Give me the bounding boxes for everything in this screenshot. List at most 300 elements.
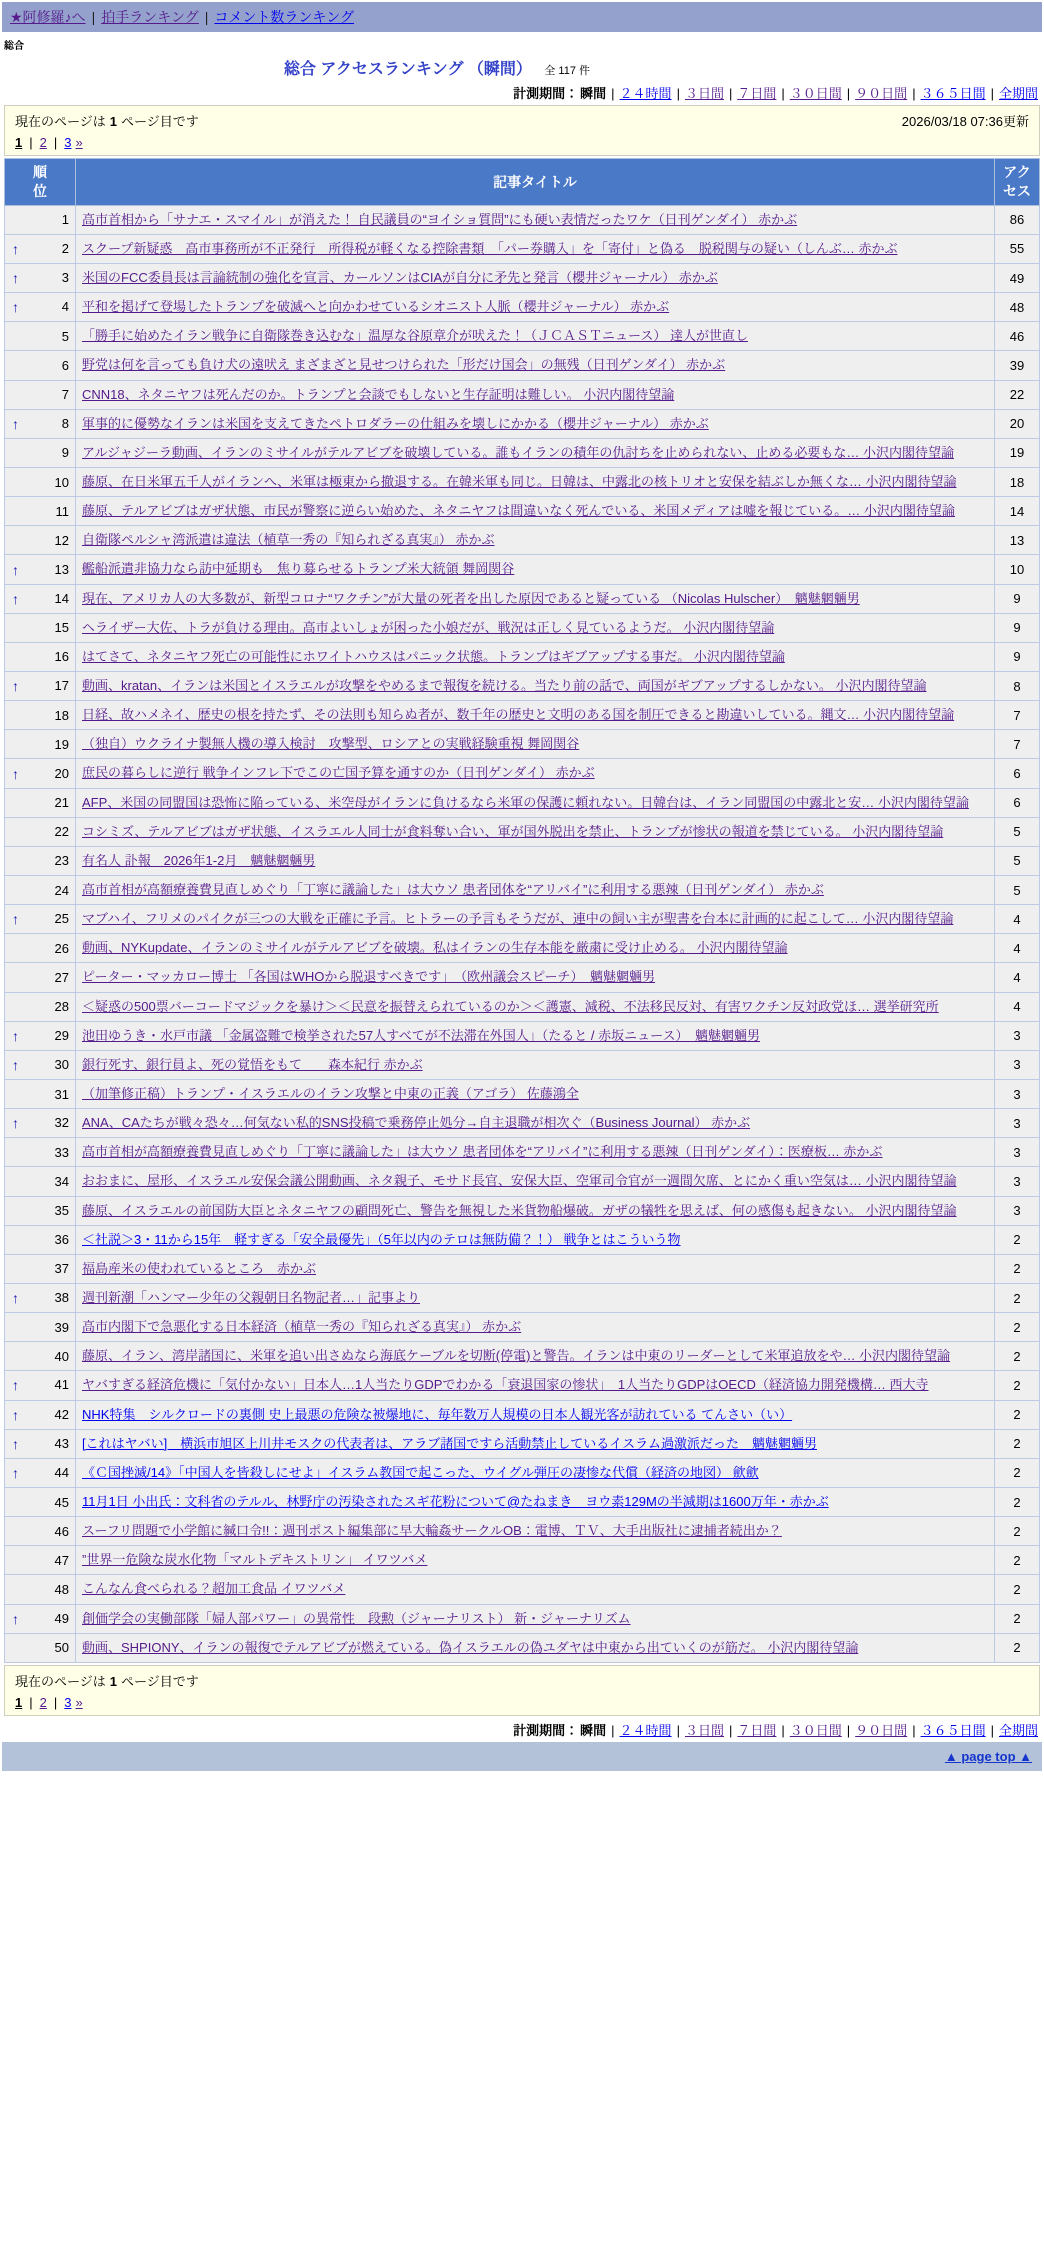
- access-count: 2: [995, 1313, 1040, 1342]
- rank-cell: [5, 584, 76, 613]
- table-row: [5, 1342, 1040, 1371]
- article-link[interactable]: AFP、米国の同盟国は恐怖に陥っている、米空母がイランに負けるなら米軍の保護に頼れない。日韓台は、イラン同盟国の中露北と安… 小沢内閣待望論: [82, 794, 969, 810]
- access-count: 4: [995, 905, 1040, 934]
- article-link[interactable]: マブハイ、フリメのパイクが三つの大戦を正確に予言。ヒトラーの予言もそうだが、連中の飼い主が聖書を台本に計画的に起こして… 小沢内閣待望論: [82, 911, 954, 927]
- rank-number: 6: [61, 358, 69, 374]
- article-link[interactable]: 11月1日 小出氏：文科省のテルル、林野庁の汚染されたスギ花粉について@たねまき ヨウ素129Mの半減期は1600万年・赤かぶ: [82, 1493, 829, 1509]
- access-count: 18: [995, 468, 1040, 497]
- period-current: 瞬間: [580, 86, 607, 101]
- access-column-header: アクセス: [995, 159, 1040, 206]
- rank-column-header: 順位: [5, 159, 76, 206]
- title-block: [0, 56, 1044, 79]
- rank-cell: [5, 293, 76, 322]
- table-row: [5, 1021, 1040, 1050]
- article-link[interactable]: 軍事的に優勢なイランは米国を支えてきたペトロダラーの仕組みを壊しにかかる（櫻井ジャーナル） 赤かぶ: [82, 415, 709, 431]
- article-link[interactable]: ヘライザー大佐、トラが負ける理由。高市よいしょが困った小娘だが、戦況は正しく見ているようだ。 小沢内閣待望論: [82, 619, 775, 635]
- rank-cell: [5, 497, 76, 526]
- rank-up-icon: ↑: [12, 1027, 19, 1044]
- access-count: 49: [995, 264, 1040, 293]
- rank-number: 28: [54, 999, 69, 1015]
- rank-number: 19: [54, 736, 69, 752]
- table-row: [5, 730, 1040, 759]
- page-current: 1: [15, 1694, 23, 1710]
- rank-number: 17: [54, 678, 69, 694]
- table-row: [5, 992, 1040, 1021]
- rank-up-icon: ↑: [12, 765, 19, 782]
- period-link[interactable]: ７日間: [737, 86, 777, 101]
- rank-number: 32: [54, 1115, 69, 1131]
- topbar-link[interactable]: コメント数ランキング: [214, 9, 355, 25]
- rank-number: 3: [61, 270, 69, 286]
- article-link[interactable]: 自衛隊ペルシャ湾派遣は違法（植草一秀の『知られざる真実』） 赤かぶ: [82, 532, 495, 548]
- rank-cell: [5, 380, 76, 409]
- rank-cell: [5, 905, 76, 934]
- article-link[interactable]: ヤバすぎる経済危機に「気付かない」日本人…1人当たりGDPでわかる「衰退国家の惨状」 1人当たりGDPはOECD（経済協力開発機構… 西大寺: [82, 1377, 929, 1393]
- rank-cell: [5, 1487, 76, 1516]
- rank-number: 30: [54, 1056, 69, 1072]
- access-count: 2: [995, 1400, 1040, 1429]
- rank-cell: [5, 1109, 76, 1138]
- table-row: [5, 934, 1040, 963]
- rank-number: 50: [54, 1640, 69, 1656]
- rank-up-icon: ↑: [12, 1377, 19, 1394]
- rank-number: 38: [54, 1290, 69, 1306]
- rank-cell: [5, 672, 76, 701]
- period-link[interactable]: ３６５日間: [920, 1722, 986, 1738]
- rank-number: 15: [54, 620, 69, 636]
- rank-cell: [5, 817, 76, 846]
- rank-number: 46: [54, 1523, 69, 1539]
- rank-number: 5: [61, 328, 69, 344]
- rank-cell: [5, 1196, 76, 1225]
- access-count: 8: [995, 672, 1040, 701]
- access-count: 3: [995, 1109, 1040, 1138]
- rank-up-icon: ↑: [12, 240, 19, 257]
- period-link[interactable]: ９０日間: [855, 86, 908, 101]
- rank-number: 2: [61, 240, 69, 256]
- rank-cell: [5, 264, 76, 293]
- table-row: [5, 1138, 1040, 1167]
- rank-number: 16: [54, 649, 69, 665]
- article-link[interactable]: 動画、SHPIONY、イランの報復でテルアビブが燃えている。偽イスラエルの偽ユダヤは中東から出ていくのが筋だ。 小沢内閣待望論: [82, 1639, 859, 1655]
- period-selector-bottom: 計測期間： 瞬間 | ２４時間 | ３日間 | ７日間 | ３０日間 | ９０日間 | ３６５日間 | 全期間: [513, 1722, 1038, 1738]
- rank-cell: [5, 1313, 76, 1342]
- rank-cell: [5, 322, 76, 351]
- article-link[interactable]: （独自）ウクライナ製無人機の導入検討 攻撃型、ロシアとの実戦経験重視 舞岡関谷: [82, 736, 580, 752]
- rank-cell: [5, 1633, 76, 1662]
- access-count: 5: [995, 876, 1040, 905]
- page-next-link[interactable]: »: [75, 135, 83, 150]
- article-link[interactable]: おおまに、屋形、イスラエル安保会議公開動画、ネタ親子、モサド長官、安保大臣、空軍司令官が一週間欠席、とにかく重い空気は… 小沢内閣待望論: [82, 1173, 957, 1189]
- rank-cell: [5, 409, 76, 438]
- period-link[interactable]: ７日間: [737, 1722, 777, 1738]
- rank-up-icon: ↑: [12, 1406, 19, 1423]
- rank-number: 40: [54, 1348, 69, 1364]
- table-row: [5, 1604, 1040, 1633]
- rank-up-icon: ↑: [12, 911, 19, 928]
- rank-cell: [5, 1080, 76, 1109]
- access-count: 6: [995, 759, 1040, 788]
- table-row: [5, 1313, 1040, 1342]
- table-row: [5, 1167, 1040, 1196]
- article-link[interactable]: 福島産米の使われているところ 赤かぶ: [82, 1260, 317, 1276]
- rank-number: 49: [54, 1610, 69, 1626]
- updated-timestamp: 2026/03/18 07:36更新: [901, 114, 1029, 129]
- access-count: 4: [995, 934, 1040, 963]
- table-row: [5, 1080, 1040, 1109]
- rank-number: 45: [54, 1494, 69, 1510]
- period-link[interactable]: ２４時間: [619, 1722, 672, 1738]
- access-count: 2: [995, 1487, 1040, 1516]
- article-link[interactable]: 銀行死す、銀行員よ、死の覚悟をもて 森本紀行 赤かぶ: [82, 1056, 423, 1072]
- access-count: 3: [995, 1021, 1040, 1050]
- access-count: 55: [995, 234, 1040, 263]
- article-link[interactable]: 藤原、テルアビブはガザ状態、市民が警察に逆らい始めた、ネタニヤフは間違いなく死んでいる、米国メディアは嘘を報じている。… 小沢内閣待望論: [82, 503, 955, 519]
- rank-number: 34: [54, 1173, 69, 1189]
- rank-number: 22: [54, 824, 69, 840]
- rank-up-icon: ↑: [12, 1056, 19, 1073]
- rank-cell: [5, 730, 76, 759]
- article-link[interactable]: 「勝手に始めたイラン戦争に自衛隊巻き込むな」温厚な谷原章介が吠えた！（ＪＣＡＳＴニュース） 達人が世直し: [82, 328, 748, 344]
- table-row: [5, 438, 1040, 467]
- period-link[interactable]: 全期間: [998, 86, 1038, 101]
- rank-cell: [5, 613, 76, 642]
- access-count: 5: [995, 846, 1040, 875]
- table-row: [5, 351, 1040, 380]
- rank-cell: [5, 555, 76, 584]
- period-link[interactable]: 全期間: [998, 1722, 1038, 1738]
- access-count: 20: [995, 409, 1040, 438]
- rank-up-icon: ↑: [12, 1435, 19, 1452]
- article-link[interactable]: 動画、kratan、イランは米国とイスラエルが攻撃をやめるまで報復を続ける。当たり前の話で、両国がギブアップするしかない。 小沢内閣待望論: [82, 678, 927, 694]
- table-row: [5, 1371, 1040, 1400]
- article-link[interactable]: 庶民の暮らしに逆行 戦争インフレ下でこの亡国予算を通すのか（日刊ゲンダイ） 赤かぶ: [82, 765, 595, 781]
- rank-number: 26: [54, 940, 69, 956]
- rank-number: 20: [54, 765, 69, 781]
- article-link[interactable]: 藤原、在日米軍五千人がイランへ、米軍は極東から撤退する。在韓米軍も同じ。日韓は、中露北の核トリオと安保を結ぶしか無くな… 小沢内閣待望論: [82, 474, 957, 490]
- table-row: [5, 526, 1040, 555]
- rank-cell: [5, 1458, 76, 1487]
- table-row: [5, 759, 1040, 788]
- table-row: [5, 264, 1040, 293]
- article-link[interactable]: 野党は何を言っても負け犬の遠吠え まざまざと見せつけられた「形だけ国会」の無残（日刊ゲンダイ） 赤かぶ: [82, 357, 726, 373]
- rank-number: 31: [54, 1086, 69, 1102]
- rank-number: 25: [54, 911, 69, 927]
- article-link[interactable]: ＜社説＞3・11から15年 軽すぎる「安全最優先」（5年以内のテロは無防備？！） 戦争とはこういう物: [82, 1231, 681, 1247]
- rank-number: 21: [54, 795, 69, 811]
- period-link[interactable]: ３６５日間: [920, 86, 986, 101]
- rank-up-icon: ↑: [12, 299, 19, 316]
- access-count: 7: [995, 701, 1040, 730]
- rank-number: 47: [54, 1552, 69, 1568]
- table-row: [5, 409, 1040, 438]
- article-link[interactable]: [これはヤバい] 横浜市旭区上川井モスクの代表者は、アラブ諸国ですら活動禁止しているイスラム過激派だった 魑魅魍魎男: [82, 1435, 817, 1451]
- rank-up-icon: ↑: [12, 678, 19, 695]
- table-row: [5, 817, 1040, 846]
- article-link[interactable]: アルジャジーラ動画、イランのミサイルがテルアビブを破壊している。誰もイランの積年の仇討ちを止められない、止める必要もな… 小沢内閣待望論: [82, 444, 954, 460]
- category-label: 総合: [4, 41, 24, 52]
- table-row: [5, 963, 1040, 992]
- bottom-bar: [2, 1742, 1042, 1771]
- article-link[interactable]: （加筆修正稿）トランプ・イスラエルのイラン攻撃と中東の正義（アゴラ） 佐藤鴻全: [82, 1086, 579, 1101]
- table-row: [5, 1546, 1040, 1575]
- page-next-link[interactable]: »: [75, 1694, 83, 1710]
- article-link[interactable]: CNN18、ネタニヤフは死んだのか。トランプと会談でもしないと生存証明は難しい。 小沢内閣待望論: [82, 386, 675, 402]
- table-row: [5, 1196, 1040, 1225]
- rank-number: 4: [61, 299, 69, 315]
- rank-number: 9: [61, 445, 69, 461]
- rank-cell: [5, 526, 76, 555]
- article-link[interactable]: 平和を掲げて登場したトランプを破滅へと向かわせているシオニスト人脈（櫻井ジャーナル） 赤かぶ: [82, 299, 670, 315]
- rank-up-icon: ↑: [12, 415, 19, 432]
- article-link[interactable]: 高市内閣下で急悪化する日本経済（植草一秀の『知られざる真実』） 赤かぶ: [82, 1319, 522, 1335]
- article-link[interactable]: スクープ新疑惑 高市事務所が不正発行 所得税が軽くなる控除書類 「パー券購入」を「寄付」と偽る 脱税関与の疑い（しんぶ… 赤かぶ: [82, 240, 898, 256]
- access-count: 9: [995, 584, 1040, 613]
- table-header-row: [5, 159, 1040, 206]
- table-row: [5, 1458, 1040, 1487]
- table-row: [5, 613, 1040, 642]
- article-link[interactable]: こんなん食べられる？超加工食品 イワツバメ: [82, 1581, 346, 1597]
- page-link[interactable]: 3: [64, 135, 72, 150]
- rank-number: 7: [61, 387, 69, 403]
- access-count: 3: [995, 1080, 1040, 1109]
- access-count: 9: [995, 642, 1040, 671]
- rank-number: 12: [54, 532, 69, 548]
- table-row: [5, 555, 1040, 584]
- article-link[interactable]: 高市首相が高額療養費見直しめぐり「丁寧に議論した」は大ウソ 患者団体を“アリバイ”に利用する悪辣（日刊ゲンダイ）：医療板… 赤かぶ: [82, 1144, 883, 1160]
- period-selector-top: 計測期間： 瞬間 | ２４時間 | ３日間 | ７日間 | ３０日間 | ９０日間 | ３６５日間 | 全期間: [513, 86, 1038, 101]
- article-link[interactable]: 高市首相から「サナエ・スマイル」が消えた！ 自民議員の“ヨイショ質問”にも硬い表情だったワケ（日刊ゲンダイ） 赤かぶ: [82, 211, 798, 227]
- topbar-link[interactable]: ★阿修羅♪へ: [10, 9, 86, 25]
- article-link[interactable]: スーフリ問題で小学館に緘口令!!：週刊ポスト編集部に早大輪姦サークルOB：電博、ＴＶ、大手出版社に逮捕者続出か？: [82, 1523, 782, 1539]
- article-link[interactable]: 《Ｃ国挫滅/14》「中国人を皆殺しにせよ」イスラム教国で起こった、ウイグル弾圧の凄惨な代償（経済の地図） 歛歛: [82, 1464, 759, 1480]
- table-row: [5, 1283, 1040, 1312]
- rank-cell: [5, 1604, 76, 1633]
- rank-cell: [5, 351, 76, 380]
- rank-cell: [5, 1517, 76, 1546]
- article-link[interactable]: NHK特集 シルクロードの裏側 史上最悪の危険な被爆地に、毎年数万人規模の日本人観光客が訪れている てんさい（い）: [82, 1406, 793, 1422]
- rank-cell: [5, 438, 76, 467]
- access-count: 86: [995, 205, 1040, 234]
- article-link[interactable]: 米国のFCC委員長は言論統制の強化を宣言、カールソンはCIAが自分に矛先と発言（櫻井ジャーナル） 赤かぶ: [82, 270, 718, 286]
- rank-number: 27: [54, 970, 69, 985]
- page-link[interactable]: 2: [39, 135, 47, 150]
- current-page-text: 現在のページは 1 ページ目です: [15, 114, 199, 129]
- rank-cell: [5, 1371, 76, 1400]
- rank-number: 41: [54, 1377, 69, 1393]
- top-nav-bar: ★阿修羅♪へ | 拍手ランキング | コメント数ランキング: [2, 2, 1042, 32]
- article-link[interactable]: 週刊新潮「ハンマー少年の父親朝日名物記者…」記事より: [82, 1289, 421, 1305]
- table-row: [5, 1633, 1040, 1662]
- ranking-table: [4, 158, 1040, 1663]
- access-count: 2: [995, 1283, 1040, 1312]
- access-count: 2: [995, 1458, 1040, 1487]
- rank-number: 8: [61, 415, 69, 431]
- rank-cell: [5, 1342, 76, 1371]
- rank-cell: [5, 642, 76, 671]
- rank-number: 23: [54, 853, 69, 869]
- access-count: 3: [995, 1050, 1040, 1079]
- access-count: 10: [995, 555, 1040, 584]
- access-count: 2: [995, 1633, 1040, 1662]
- period-link[interactable]: ９０日間: [855, 1722, 908, 1738]
- rank-cell: [5, 1050, 76, 1079]
- page-links-top: 1 | 2 | 3 »: [15, 135, 83, 150]
- article-link[interactable]: ”世界一危険な炭水化物「マルトデキストリン」 イワツバメ: [82, 1552, 428, 1568]
- rank-up-icon: ↑: [12, 1115, 19, 1132]
- article-link[interactable]: 藤原、イラン、湾岸諸国に、米軍を追い出さぬなら海底ケーブルを切断(停電)と警告。イランは中東のリーダーとして米軍追放をや… 小沢内閣待望論: [82, 1348, 951, 1364]
- access-count: 6: [995, 788, 1040, 817]
- table-row: [5, 1575, 1040, 1604]
- article-link[interactable]: ANA、CAたちが戦々恐々…何気ない私的SNS投稿で乗務停止処分→自主退職が相次ぐ（Business Journal） 赤かぶ: [82, 1115, 751, 1131]
- table-row: [5, 642, 1040, 671]
- access-count: 9: [995, 613, 1040, 642]
- current-page-text: 現在のページは 1 ページ目です: [15, 1673, 199, 1689]
- rank-cell: [5, 468, 76, 497]
- table-row: [5, 672, 1040, 701]
- table-row: [5, 701, 1040, 730]
- page-links-bottom: 1 | 2 | 3 »: [15, 1694, 83, 1710]
- rank-cell: [5, 759, 76, 788]
- table-row: [5, 322, 1040, 351]
- access-count: 14: [995, 497, 1040, 526]
- access-count: 2: [995, 1371, 1040, 1400]
- article-link[interactable]: コシミズ、テルアビブはガザ状態、イスラエル人同士が食料奪い合い、軍が国外脱出を禁止、トランプが惨状の報道を禁じている。 小沢内閣待望論: [82, 823, 944, 839]
- rank-cell: [5, 1138, 76, 1167]
- rank-cell: [5, 1254, 76, 1283]
- rank-cell: [5, 1283, 76, 1312]
- rank-number: 1: [61, 212, 69, 228]
- rank-cell: [5, 963, 76, 992]
- access-count: 2: [995, 1225, 1040, 1254]
- table-row: [5, 876, 1040, 905]
- rank-number: 43: [54, 1435, 69, 1451]
- rank-cell: [5, 1167, 76, 1196]
- article-link[interactable]: 艦船派遣非協力なら訪中延期も 焦り募らせるトランプ米大統領 舞岡関谷: [82, 561, 515, 577]
- table-row: [5, 788, 1040, 817]
- access-count: 3: [995, 1196, 1040, 1225]
- period-link[interactable]: ３日間: [684, 1722, 724, 1738]
- access-count: 48: [995, 293, 1040, 322]
- table-row: [5, 293, 1040, 322]
- page-title: 総合 アクセスランキング （瞬間）: [283, 61, 532, 78]
- rank-number: 29: [54, 1027, 69, 1043]
- table-row: [5, 497, 1040, 526]
- rank-number: 33: [54, 1144, 69, 1160]
- rank-cell: [5, 205, 76, 234]
- article-link[interactable]: 日経、故ハメネイ、歴史の根を持たず、その法則も知らぬ者が、数千年の歴史と文明のある国を制圧できると勘違いしている。縄文… 小沢内閣待望論: [82, 707, 955, 723]
- rank-number: 44: [54, 1464, 69, 1480]
- pagination-bottom: [4, 1665, 1040, 1716]
- period-current: 瞬間: [580, 1722, 607, 1738]
- rank-up-icon: ↑: [12, 1464, 19, 1481]
- access-count: 2: [995, 1575, 1040, 1604]
- article-link[interactable]: 有名人 訃報 2026年1-2月 魑魅魍魎男: [82, 852, 316, 868]
- table-row: [5, 205, 1040, 234]
- period-link[interactable]: ３０日間: [789, 86, 842, 101]
- rank-number: 35: [54, 1203, 69, 1219]
- table-row: [5, 1400, 1040, 1429]
- article-link[interactable]: 現在、アメリカ人の大多数が、新型コロナ“ワクチン”が大量の死者を出した原因であると疑っている （Nicolas Hulscher） 魑魅魍魎男: [82, 590, 860, 606]
- rank-number: 39: [54, 1319, 69, 1335]
- rank-cell: [5, 992, 76, 1021]
- table-row: [5, 1429, 1040, 1458]
- period-link[interactable]: ２４時間: [619, 86, 672, 101]
- rank-number: 42: [54, 1406, 69, 1422]
- page-link[interactable]: 2: [39, 1694, 47, 1710]
- access-count: 2: [995, 1604, 1040, 1633]
- period-link[interactable]: ３０日間: [789, 1722, 842, 1738]
- page-top-link[interactable]: ▲ page top ▲: [944, 1748, 1032, 1764]
- access-count: 2: [995, 1342, 1040, 1371]
- rank-cell: [5, 1575, 76, 1604]
- table-row: [5, 380, 1040, 409]
- rank-up-icon: ↑: [12, 590, 19, 607]
- rank-cell: [5, 701, 76, 730]
- access-count: 4: [995, 992, 1040, 1021]
- article-link[interactable]: はてさて、ネタニヤフ死亡の可能性にホワイトハウスはパニック状態。トランプはギブアップする事だ。 小沢内閣待望論: [82, 648, 785, 664]
- rank-number: 11: [55, 503, 69, 519]
- rank-number: 37: [54, 1261, 69, 1277]
- access-count: 3: [995, 1138, 1040, 1167]
- rank-number: 18: [54, 707, 69, 723]
- rank-cell: [5, 1225, 76, 1254]
- article-link[interactable]: 藤原、イスラエルの前国防大臣とネタニヤフの顧問死亡、警告を無視した米貨物船爆破。ガザの犠牲を思えば、何の感傷も起きない。 小沢内閣待望論: [82, 1202, 957, 1218]
- table-row: [5, 1050, 1040, 1079]
- rank-number: 14: [54, 590, 69, 606]
- title-column-header: 記事タイトル: [76, 159, 995, 206]
- article-link[interactable]: 高市首相が高額療養費見直しめぐり「丁寧に議論した」は大ウソ 患者団体を“アリバイ”に利用する悪辣（日刊ゲンダイ） 赤かぶ: [82, 882, 824, 898]
- table-row: [5, 846, 1040, 875]
- rank-cell: [5, 1400, 76, 1429]
- topbar-link[interactable]: 拍手ランキング: [101, 9, 199, 25]
- rank-up-icon: ↑: [12, 270, 19, 287]
- rank-number: 24: [54, 882, 69, 898]
- rank-cell: [5, 1021, 76, 1050]
- access-count: 2: [995, 1429, 1040, 1458]
- article-link[interactable]: 創価学会の実働部隊「婦人部パワー」の異常性 段勲（ジャーナリスト） 新・ジャーナリズム: [82, 1610, 631, 1626]
- page-link[interactable]: 3: [64, 1694, 72, 1710]
- rank-number: 10: [54, 474, 69, 490]
- rank-up-icon: ↑: [12, 1610, 19, 1627]
- article-link[interactable]: 動画、NYKupdate、イランのミサイルがテルアビブを破壊。私はイランの生存本能を厳粛に受け止める。 小沢内閣待望論: [82, 940, 788, 956]
- table-row: [5, 1517, 1040, 1546]
- table-row: [5, 1254, 1040, 1283]
- access-count: 2: [995, 1254, 1040, 1283]
- pagination-top: [4, 105, 1040, 156]
- period-link[interactable]: ３日間: [684, 86, 724, 101]
- rank-up-icon: ↑: [12, 561, 19, 578]
- access-count: 46: [995, 322, 1040, 351]
- access-count: 13: [995, 526, 1040, 555]
- access-count: 22: [995, 380, 1040, 409]
- table-row: [5, 1109, 1040, 1138]
- article-link[interactable]: ピーター・マッカロー博士 「各国はWHOから脱退すべきです」 （欧州議会スピーチ） 魑魅魍魎男: [82, 969, 656, 985]
- article-link[interactable]: 池田ゆうき・水戸市議 「金属盗難で検挙された57人すべてが不法滞在外国人」（たると / 赤坂ニュース） 魑魅魍魎男: [82, 1027, 760, 1043]
- access-count: 39: [995, 351, 1040, 380]
- rank-cell: [5, 234, 76, 263]
- article-link[interactable]: ＜疑惑の500票バーコードマジックを暴け＞＜民意を振替えられているのか＞＜護憲、減税、不法移民反対、有害ワクチン反対政党ほ… 選挙研究所: [82, 998, 939, 1014]
- rank-cell: [5, 1546, 76, 1575]
- table-row: [5, 468, 1040, 497]
- table-row: [5, 1225, 1040, 1254]
- rank-cell: [5, 1429, 76, 1458]
- table-row: [5, 1487, 1040, 1516]
- rank-number: 13: [54, 561, 69, 577]
- total-count: 全 117 件: [544, 65, 591, 77]
- table-row: [5, 905, 1040, 934]
- rank-number: 48: [54, 1581, 69, 1597]
